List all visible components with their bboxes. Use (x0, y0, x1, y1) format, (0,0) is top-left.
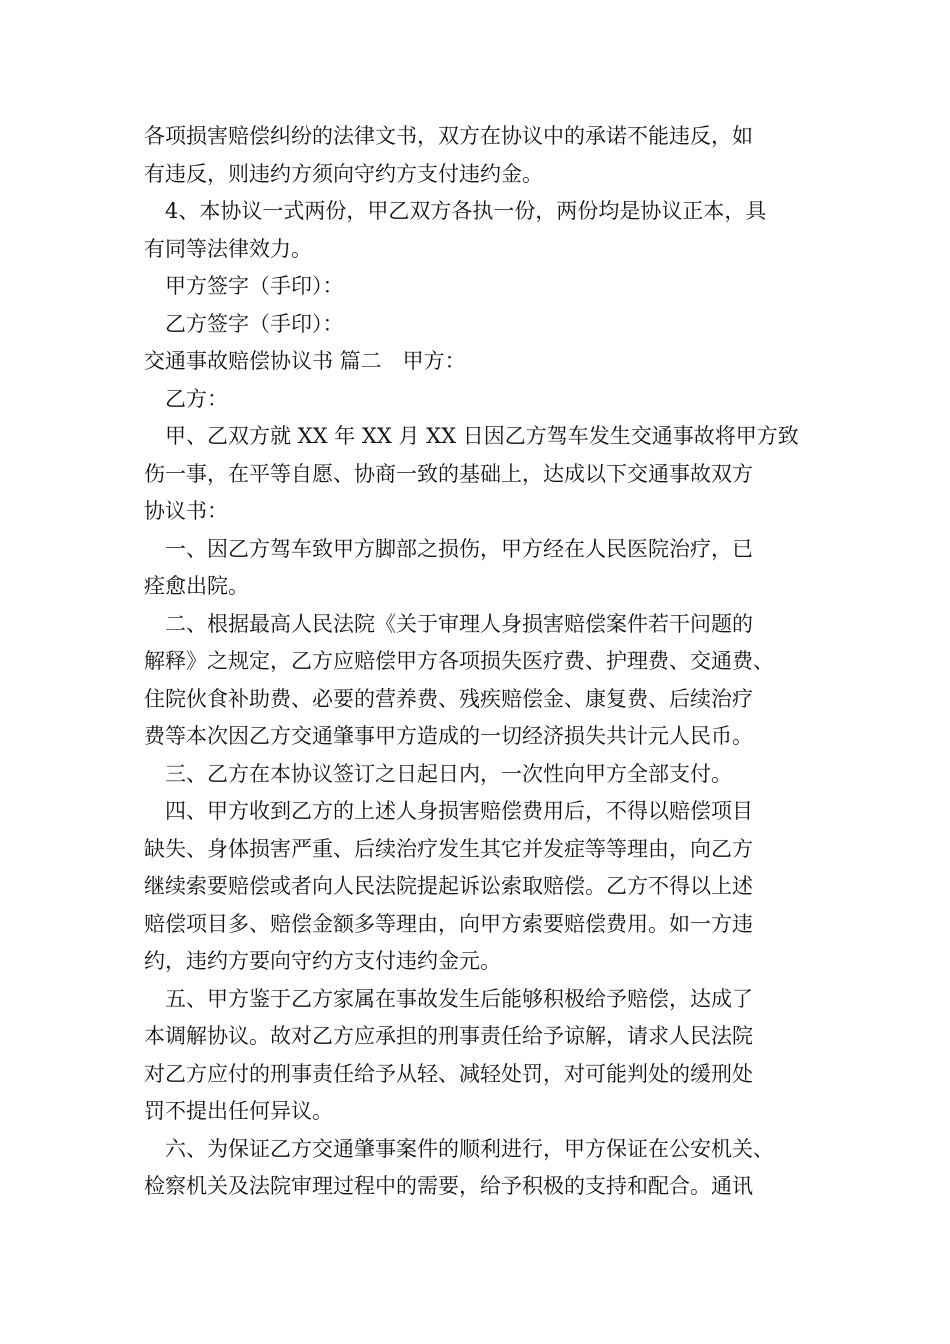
text-line: 乙方： (165, 386, 228, 411)
text-line: 六、为保证乙方交通肇事案件的顺利进行，甲方保证在公安机关、 (165, 1136, 774, 1161)
text-line: 有同等法律效力。 (144, 236, 312, 261)
text-line: 缺失、身体损害严重、后续治疗发生其它并发症等等理由，向乙方 (144, 836, 753, 861)
text-line: 赔偿项目多、赔偿金额多等理由，向甲方索要赔偿费用。如一方违 (144, 911, 753, 936)
text-line: 甲方签字（手印）： (165, 274, 344, 298)
text-line: 四、甲方收到乙方的上述人身损害赔偿费用后，不得以赔偿项目 (165, 799, 753, 823)
text-line: 约，违约方要向守约方支付违约金元。 (144, 949, 501, 973)
text-line: 协议书： (144, 499, 228, 523)
text-line: 交通事故赔偿协议书 篇二 甲方： (144, 349, 466, 373)
text-line: 解释》之规定，乙方应赔偿甲方各项损失医疗费、护理费、交通费、 (144, 649, 774, 673)
text-line: 二、根据最高人民法院《关于审理人身损害赔偿案件若干问题的 (165, 611, 753, 636)
text-line: 伤一事，在平等自愿、协商一致的基础上，达成以下交通事故双方 (144, 461, 753, 486)
text-line: 各项损害赔偿纠纷的法律文书，双方在协议中的承诺不能违反，如 (144, 124, 753, 148)
text-line: 有违反，则违约方须向守约方支付违约金。 (144, 161, 543, 186)
text-line: 一、因乙方驾车致甲方脚部之损伤，甲方经在人民医院治疗，已 (165, 536, 753, 561)
text-line: 住院伙食补助费、必要的营养费、残疾赔偿金、康复费、后续治疗 (144, 686, 753, 711)
text-line: 五、甲方鉴于乙方家属在事故发生后能够积极给予赔偿，达成了 (165, 986, 753, 1011)
text-line: 继续索要赔偿或者向人民法院提起诉讼索取赔偿。乙方不得以上述 (144, 874, 753, 898)
text-line: 4、本协议一式两份，甲乙双方各执一份，两份均是协议正本，具 (165, 199, 767, 223)
text-line: 罚不提出任何异议。 (144, 1099, 333, 1123)
text-line: 本调解协议。故对乙方应承担的刑事责任给予谅解，请求人民法院 (144, 1024, 753, 1048)
text-line: 痊愈出院。 (144, 574, 249, 598)
text-line: 费等本次因乙方交通肇事甲方造成的一切经济损失共计元人民币。 (144, 724, 753, 748)
text-line: 检察机关及法院审理过程中的需要，给予积极的支持和配合。通讯 (144, 1174, 753, 1198)
text-line: 乙方签字（手印）： (165, 311, 344, 336)
text-line: 甲、乙双方就 XX 年 XX 月 XX 日因乙方驾车发生交通事故将甲方致 (165, 424, 799, 448)
text-line: 对乙方应付的刑事责任给予从轻、减轻处罚，对可能判处的缓刑处 (144, 1061, 753, 1086)
document-body (144, 118, 824, 1206)
text-line: 三、乙方在本协议签订之日起日内，一次性向甲方全部支付。 (165, 761, 732, 786)
